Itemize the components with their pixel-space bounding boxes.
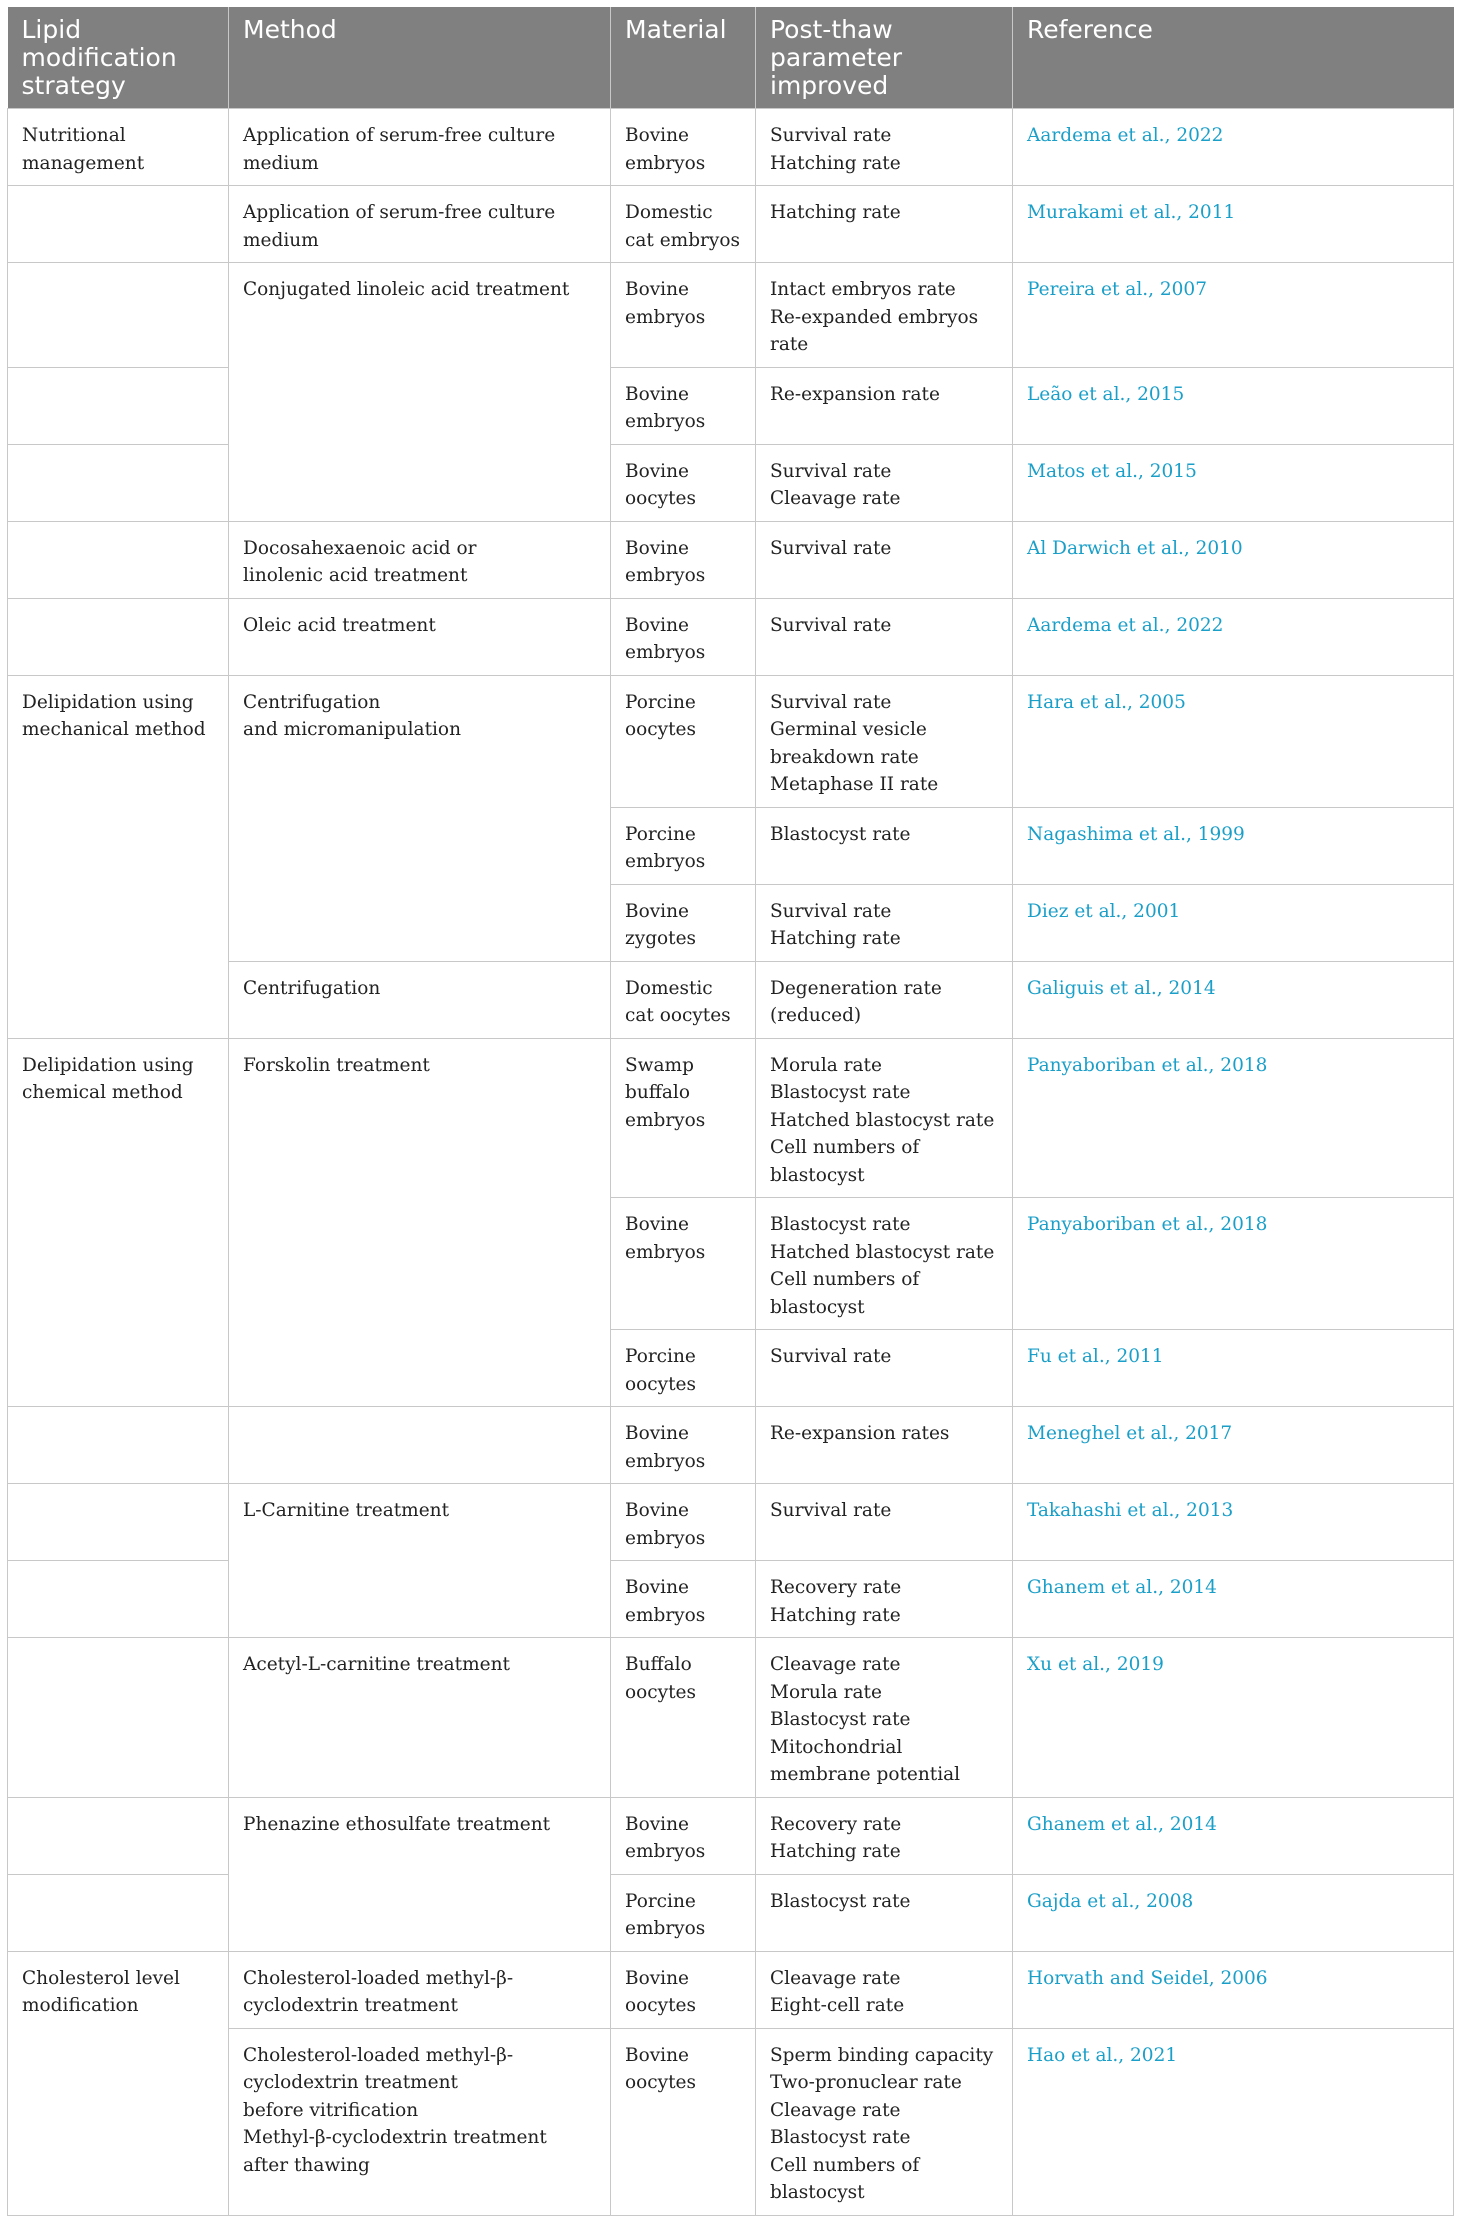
parameter-line: Germinal vesicle breakdown rate: [770, 719, 927, 768]
parameter-line: Sperm binding capacity: [770, 2044, 994, 2066]
parameter-line: Survival rate: [770, 614, 892, 636]
material-cell: Porcine oocytes: [611, 675, 756, 807]
parameter-line: Hatching rate: [770, 928, 901, 949]
lipid-modification-table: [7, 7, 1454, 2216]
table-row: [8, 1797, 1454, 1874]
parameter-line: Hatched blastocyst rate: [770, 1241, 995, 1263]
parameter-cell: [756, 444, 1013, 521]
parameter-line: Re-expansion rate: [770, 383, 940, 405]
parameter-cell: [756, 1797, 1013, 1874]
method-cell: Acetyl-L-carnitine treatment: [229, 1638, 611, 1798]
table-row: [8, 1951, 1454, 2028]
parameter-line: Two-pronuclear rate: [770, 2072, 962, 2093]
parameter-cell: [756, 2028, 1013, 2215]
table-row: [8, 1038, 1454, 1198]
strategy-cell: Cholesterol level modification: [8, 1951, 229, 2215]
parameter-line: Hatching rate: [770, 1604, 901, 1626]
reference-link[interactable]: Panyaboriban et al., 2018: [1013, 1038, 1454, 1198]
table-row: [8, 109, 1454, 186]
reference-link[interactable]: Murakami et al., 2011: [1013, 186, 1454, 263]
parameter-cell: [756, 263, 1013, 368]
material-cell: Bovine embryos: [611, 367, 756, 444]
material-cell: Bovine embryos: [611, 1484, 756, 1561]
strategy-cell: [8, 263, 229, 368]
material-cell: Buffalo oocytes: [611, 1638, 756, 1798]
strategy-cell: [8, 1797, 229, 1874]
parameter-line: Survival rate: [770, 460, 892, 482]
parameter-cell: [756, 1874, 1013, 1951]
parameter-cell: [756, 807, 1013, 884]
material-cell: Bovine oocytes: [611, 2028, 756, 2215]
method-cell: Forskolin treatment: [229, 1038, 611, 1407]
parameter-cell: [756, 109, 1013, 186]
parameter-line: Eight-cell rate: [770, 1995, 905, 2016]
method-cell: Oleic acid treatment: [229, 598, 611, 675]
strategy-cell: [8, 1484, 229, 1561]
table-row: [8, 444, 1454, 521]
reference-link[interactable]: Ghanem et al., 2014: [1013, 1561, 1454, 1638]
parameter-line: Re-expansion rates: [770, 1423, 950, 1444]
header-reference: Reference: [1013, 7, 1454, 109]
method-cell: [229, 675, 611, 961]
parameter-cell: [756, 1407, 1013, 1484]
reference-link[interactable]: Ghanem et al., 2014: [1013, 1797, 1454, 1874]
parameter-cell: [756, 1561, 1013, 1638]
parameter-line: Blastocyst rate: [770, 2127, 911, 2148]
parameter-line: Blastocyst rate: [770, 1214, 911, 1235]
strategy-cell: [8, 444, 229, 521]
reference-link[interactable]: Al Darwich et al., 2010: [1013, 521, 1454, 598]
method-cell: L-Carnitine treatment: [229, 1484, 611, 1638]
material-cell: Porcine embryos: [611, 1874, 756, 1951]
material-cell: Bovine zygotes: [611, 884, 756, 961]
parameter-cell: [756, 186, 1013, 263]
parameter-line: Morula rate: [770, 1681, 882, 1703]
reference-link[interactable]: Xu et al., 2019: [1013, 1638, 1454, 1798]
parameter-cell: [756, 1038, 1013, 1198]
reference-link[interactable]: Fu et al., 2011: [1013, 1330, 1454, 1407]
parameter-line: Cleavage rate: [770, 488, 901, 509]
method-line: after thawing: [243, 2154, 370, 2176]
strategy-cell: [8, 1561, 229, 1638]
parameter-line: Blastocyst rate: [770, 1082, 911, 1103]
method-cell: Application of serum-free culture medium: [229, 109, 611, 186]
parameter-line: Blastocyst rate: [770, 1890, 911, 1912]
method-cell: Application of serum-free culture medium: [229, 186, 611, 263]
material-cell: Bovine embryos: [611, 1797, 756, 1874]
parameter-line: Hatching rate: [770, 152, 901, 174]
method-cell: Centrifugation: [229, 961, 611, 1038]
parameter-line: Blastocyst rate: [770, 823, 911, 845]
header-method: Method: [229, 7, 611, 109]
parameter-line: Survival rate: [770, 691, 892, 713]
strategy-cell: [8, 521, 229, 598]
material-cell: Bovine embryos: [611, 1561, 756, 1638]
header-strategy: Lipid modification strategy: [8, 7, 229, 109]
parameter-line: Survival rate: [770, 900, 892, 922]
parameter-line: Blastocyst rate: [770, 1709, 911, 1730]
material-cell: Porcine oocytes: [611, 1330, 756, 1407]
strategy-cell: Nutritional management: [8, 109, 229, 186]
reference-link[interactable]: Aardema et al., 2022: [1013, 109, 1454, 186]
reference-link[interactable]: Panyaboriban et al., 2018: [1013, 1198, 1454, 1330]
strategy-cell: [8, 1874, 229, 1951]
material-cell: Bovine oocytes: [611, 1951, 756, 2028]
table-row: [8, 598, 1454, 675]
material-cell: Bovine embryos: [611, 521, 756, 598]
reference-link[interactable]: Pereira et al., 2007: [1013, 263, 1454, 368]
reference-link[interactable]: Leão et al., 2015: [1013, 367, 1454, 444]
parameter-cell: [756, 1484, 1013, 1561]
strategy-cell: [8, 186, 229, 263]
method-cell: [229, 2028, 611, 2215]
material-cell: Porcine embryos: [611, 807, 756, 884]
reference-link[interactable]: Horvath and Seidel, 2006: [1013, 1951, 1454, 2028]
strategy-cell: Delipidation using mechanical method: [8, 675, 229, 1038]
method-line: Cholesterol-loaded methyl-β-cyclodextrin treatment: [243, 2044, 514, 2093]
method-line: before vitrification: [243, 2099, 419, 2121]
parameter-line: Hatching rate: [770, 202, 901, 223]
parameter-line: Cell numbers of blastocyst: [770, 1137, 920, 1186]
material-cell: Swamp buffalo embryos: [611, 1038, 756, 1198]
strategy-cell: [8, 1638, 229, 1798]
parameter-line: Recovery rate: [770, 1813, 902, 1835]
parameter-cell: [756, 961, 1013, 1038]
reference-link[interactable]: Diez et al., 2001: [1013, 884, 1454, 961]
header-parameter: Post-thaw parameter improved: [756, 7, 1013, 109]
reference-link[interactable]: Takahashi et al., 2013: [1013, 1484, 1454, 1561]
parameter-line: Cell numbers of blastocyst: [770, 2154, 920, 2203]
parameter-line: Degeneration rate (reduced): [770, 977, 942, 1026]
table-row: [8, 675, 1454, 807]
material-cell: Domestic cat embryos: [611, 186, 756, 263]
header-material: Material: [611, 7, 756, 109]
method-cell: Conjugated linoleic acid treatment: [229, 263, 611, 522]
table-row: [8, 367, 1454, 444]
parameter-line: Metaphase II rate: [770, 774, 939, 795]
method-cell: [229, 521, 611, 598]
strategy-cell: Delipidation using chemical method: [8, 1038, 229, 1407]
table-row: [8, 186, 1454, 263]
table-row: [8, 1407, 1454, 1484]
strategy-cell: [8, 598, 229, 675]
parameter-cell: [756, 1951, 1013, 2028]
parameter-line: Hatching rate: [770, 1841, 901, 1862]
reference-link[interactable]: Hara et al., 2005: [1013, 675, 1454, 807]
parameter-cell: [756, 1330, 1013, 1407]
parameter-line: Morula rate: [770, 1054, 882, 1076]
method-line: Docosahexaenoic acid or: [243, 537, 477, 559]
parameter-line: Intact embryos rate: [770, 279, 956, 300]
parameter-line: Survival rate: [770, 537, 892, 559]
parameter-line: Survival rate: [770, 125, 892, 146]
method-cell: Phenazine ethosulfate treatment: [229, 1797, 611, 1951]
material-cell: Domestic cat oocytes: [611, 961, 756, 1038]
method-line: linolenic acid treatment: [243, 565, 468, 586]
material-cell: Bovine embryos: [611, 1407, 756, 1484]
table-row: [8, 1561, 1454, 1638]
parameter-cell: [756, 367, 1013, 444]
strategy-cell: [8, 367, 229, 444]
material-cell: Bovine embryos: [611, 1198, 756, 1330]
parameter-line: Mitochondrial membrane potential: [770, 1736, 961, 1785]
method-cell: Cholesterol-loaded methyl-β-cyclodextrin treatment: [229, 1951, 611, 2028]
reference-link[interactable]: Aardema et al., 2022: [1013, 598, 1454, 675]
parameter-cell: [756, 884, 1013, 961]
method-line: Methyl-β-cyclodextrin treatment: [243, 2127, 547, 2148]
reference-link[interactable]: Nagashima et al., 1999: [1013, 807, 1454, 884]
parameter-line: Hatched blastocyst rate: [770, 1109, 995, 1131]
material-cell: Bovine embryos: [611, 598, 756, 675]
reference-link[interactable]: Gajda et al., 2008: [1013, 1874, 1454, 1951]
parameter-line: Cell numbers of blastocyst: [770, 1269, 920, 1318]
parameter-line: Survival rate: [770, 1346, 892, 1367]
parameter-line: Cleavage rate: [770, 1654, 901, 1675]
method-line: Centrifugation: [243, 691, 381, 713]
table-row: [8, 1874, 1454, 1951]
parameter-line: Recovery rate: [770, 1577, 902, 1598]
parameter-cell: [756, 1198, 1013, 1330]
parameter-cell: [756, 598, 1013, 675]
parameter-cell: [756, 521, 1013, 598]
material-cell: Bovine oocytes: [611, 444, 756, 521]
reference-link[interactable]: Hao et al., 2021: [1013, 2028, 1454, 2215]
reference-link[interactable]: Galiguis et al., 2014: [1013, 961, 1454, 1038]
table-row: [8, 1484, 1454, 1561]
parameter-cell: [756, 675, 1013, 807]
parameter-line: Cleavage rate: [770, 2099, 901, 2121]
strategy-cell: [8, 1407, 229, 1484]
material-cell: Bovine embryos: [611, 109, 756, 186]
reference-link[interactable]: Meneghel et al., 2017: [1013, 1407, 1454, 1484]
parameter-cell: [756, 1638, 1013, 1798]
table-row: [8, 1638, 1454, 1798]
parameter-line: Cleavage rate: [770, 1967, 901, 1989]
header-row: [8, 7, 1454, 109]
parameter-line: Survival rate: [770, 1500, 892, 1521]
table-row: [8, 263, 1454, 368]
material-cell: Bovine embryos: [611, 263, 756, 368]
table-row: [8, 521, 1454, 598]
method-cell: [229, 1407, 611, 1484]
method-line: and micromanipulation: [243, 719, 461, 740]
parameter-line: Re-expanded embryos rate: [770, 306, 979, 355]
reference-link[interactable]: Matos et al., 2015: [1013, 444, 1454, 521]
